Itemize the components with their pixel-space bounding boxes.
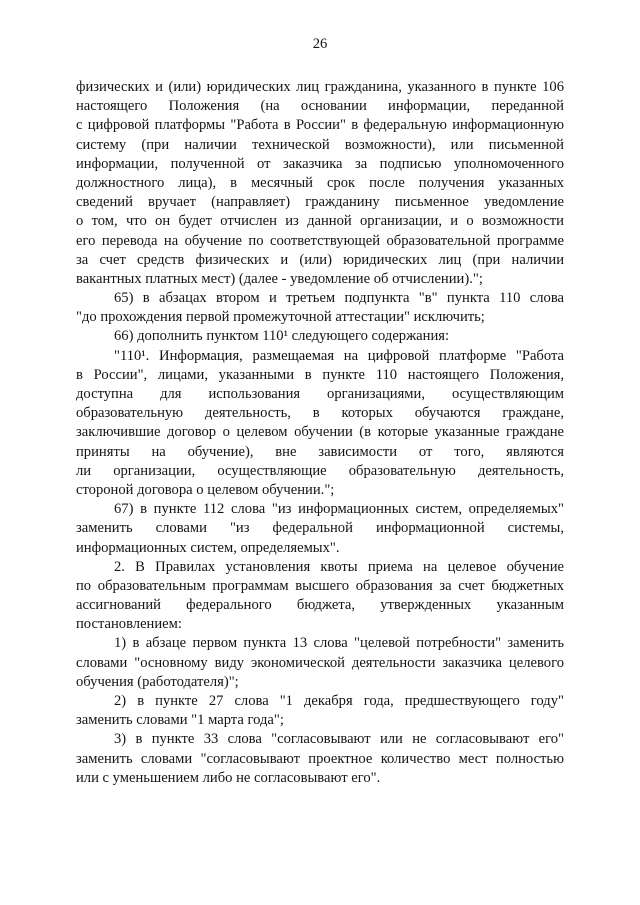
text-line: о том, что он будет отчислен из данной организации, и о возможности bbox=[76, 213, 564, 230]
text-line: заключившие договор о целевом обучении (в которые указанные граждане bbox=[76, 424, 564, 441]
text-line: 67) в пункте 112 слова "из информационных систем, определяемых" bbox=[114, 501, 564, 518]
text-line: информационных систем, определяемых". bbox=[76, 539, 340, 556]
text-line: его перевода на обучение по соответствующей образовательной программе bbox=[76, 232, 564, 249]
text-line: вакантных платных мест) (далее - уведомление об отчислении)."; bbox=[76, 270, 483, 287]
document-body bbox=[76, 78, 564, 788]
paragraph-item-66 bbox=[76, 327, 564, 346]
text-line: или с уменьшением либо не согласовывают его". bbox=[76, 769, 381, 786]
text-line: в России", лицами, указанными в пункте 110 настоящего Положения, bbox=[76, 366, 564, 383]
text-line: заменить словами "1 марта года"; bbox=[76, 712, 284, 729]
text-line: 2. В Правилах установления квоты приема на целевое обучение bbox=[114, 558, 564, 575]
text-line: физических и (или) юридических лиц гражданина, указанного в пункте 106 bbox=[76, 79, 564, 95]
text-line: постановлением: bbox=[76, 616, 182, 633]
text-line: заменить словами "из федеральной информационной системы, bbox=[76, 520, 564, 537]
text-line: 3) в пункте 33 слова "согласовывают или не согласовывают его" bbox=[114, 731, 564, 748]
text-line: систему (при наличии технической возможности), или письменной bbox=[76, 136, 564, 153]
text-line: "110¹. Информация, размещаемая на цифровой платформе "Работа bbox=[114, 347, 564, 364]
text-line: доступна для использования организациями, осуществляющим bbox=[76, 386, 564, 402]
text-line: заменить словами "согласовывают проектное количество мест полностью bbox=[76, 750, 564, 767]
text-line: 1) в абзаце первом пункта 13 слова "целевой потребности" заменить bbox=[114, 635, 564, 652]
text-line: ассигнований федерального бюджета, утвержденных указанным bbox=[76, 597, 564, 614]
text-line: ли организации, осуществляющие образовательную деятельность, bbox=[76, 462, 564, 479]
page-number: 26 bbox=[312, 36, 328, 52]
text-line: образовательную деятельность, в которых обучаются граждане, bbox=[76, 405, 564, 422]
text-line: 66) дополнить пунктом 110¹ следующего содержания: bbox=[114, 328, 450, 345]
paragraph-section-2 bbox=[76, 558, 564, 635]
text-line: по образовательным программам высшего образования за счет бюджетных bbox=[76, 577, 564, 594]
paragraph-item-2 bbox=[76, 692, 564, 730]
text-line: обучения (работодателя)"; bbox=[76, 673, 239, 690]
text-line: должностного лица), в месячный срок после получения указанных bbox=[76, 174, 564, 191]
text-line: 2) в пункте 27 слова "1 декабря года, предшествующего году" bbox=[114, 693, 564, 709]
text-line: приняты на обучение), вне зависимости от того, являются bbox=[76, 443, 564, 460]
text-line: словами "основному виду экономической деятельности заказчика целевого bbox=[76, 654, 564, 671]
text-line: 65) в абзацах втором и третьем подпункта "в" пункта 110 слова bbox=[114, 290, 564, 307]
text-line: сведений вручает (направляет) гражданину письменное уведомление bbox=[76, 194, 564, 211]
text-line: с цифровой платформы "Работа в России" в федеральную информационную bbox=[76, 117, 564, 134]
paragraph-quoted-110-1 bbox=[76, 347, 564, 501]
paragraph-continuation bbox=[76, 78, 564, 289]
paragraph-item-1 bbox=[76, 634, 564, 692]
text-line: информации, полученной от заказчика за подписью уполномоченного bbox=[76, 155, 564, 172]
text-line: стороной договора о целевом обучении."; bbox=[76, 481, 335, 498]
paragraph-item-67 bbox=[76, 500, 564, 558]
paragraph-item-3 bbox=[76, 730, 564, 788]
text-line: "до прохождения первой промежуточной аттестации" исключить; bbox=[76, 309, 485, 326]
text-line: настоящего Положения (на основании информации, переданной bbox=[76, 98, 564, 115]
text-line: за счет средств физических и (или) юридических лиц (при наличии bbox=[76, 251, 564, 268]
paragraph-item-65 bbox=[76, 289, 564, 327]
